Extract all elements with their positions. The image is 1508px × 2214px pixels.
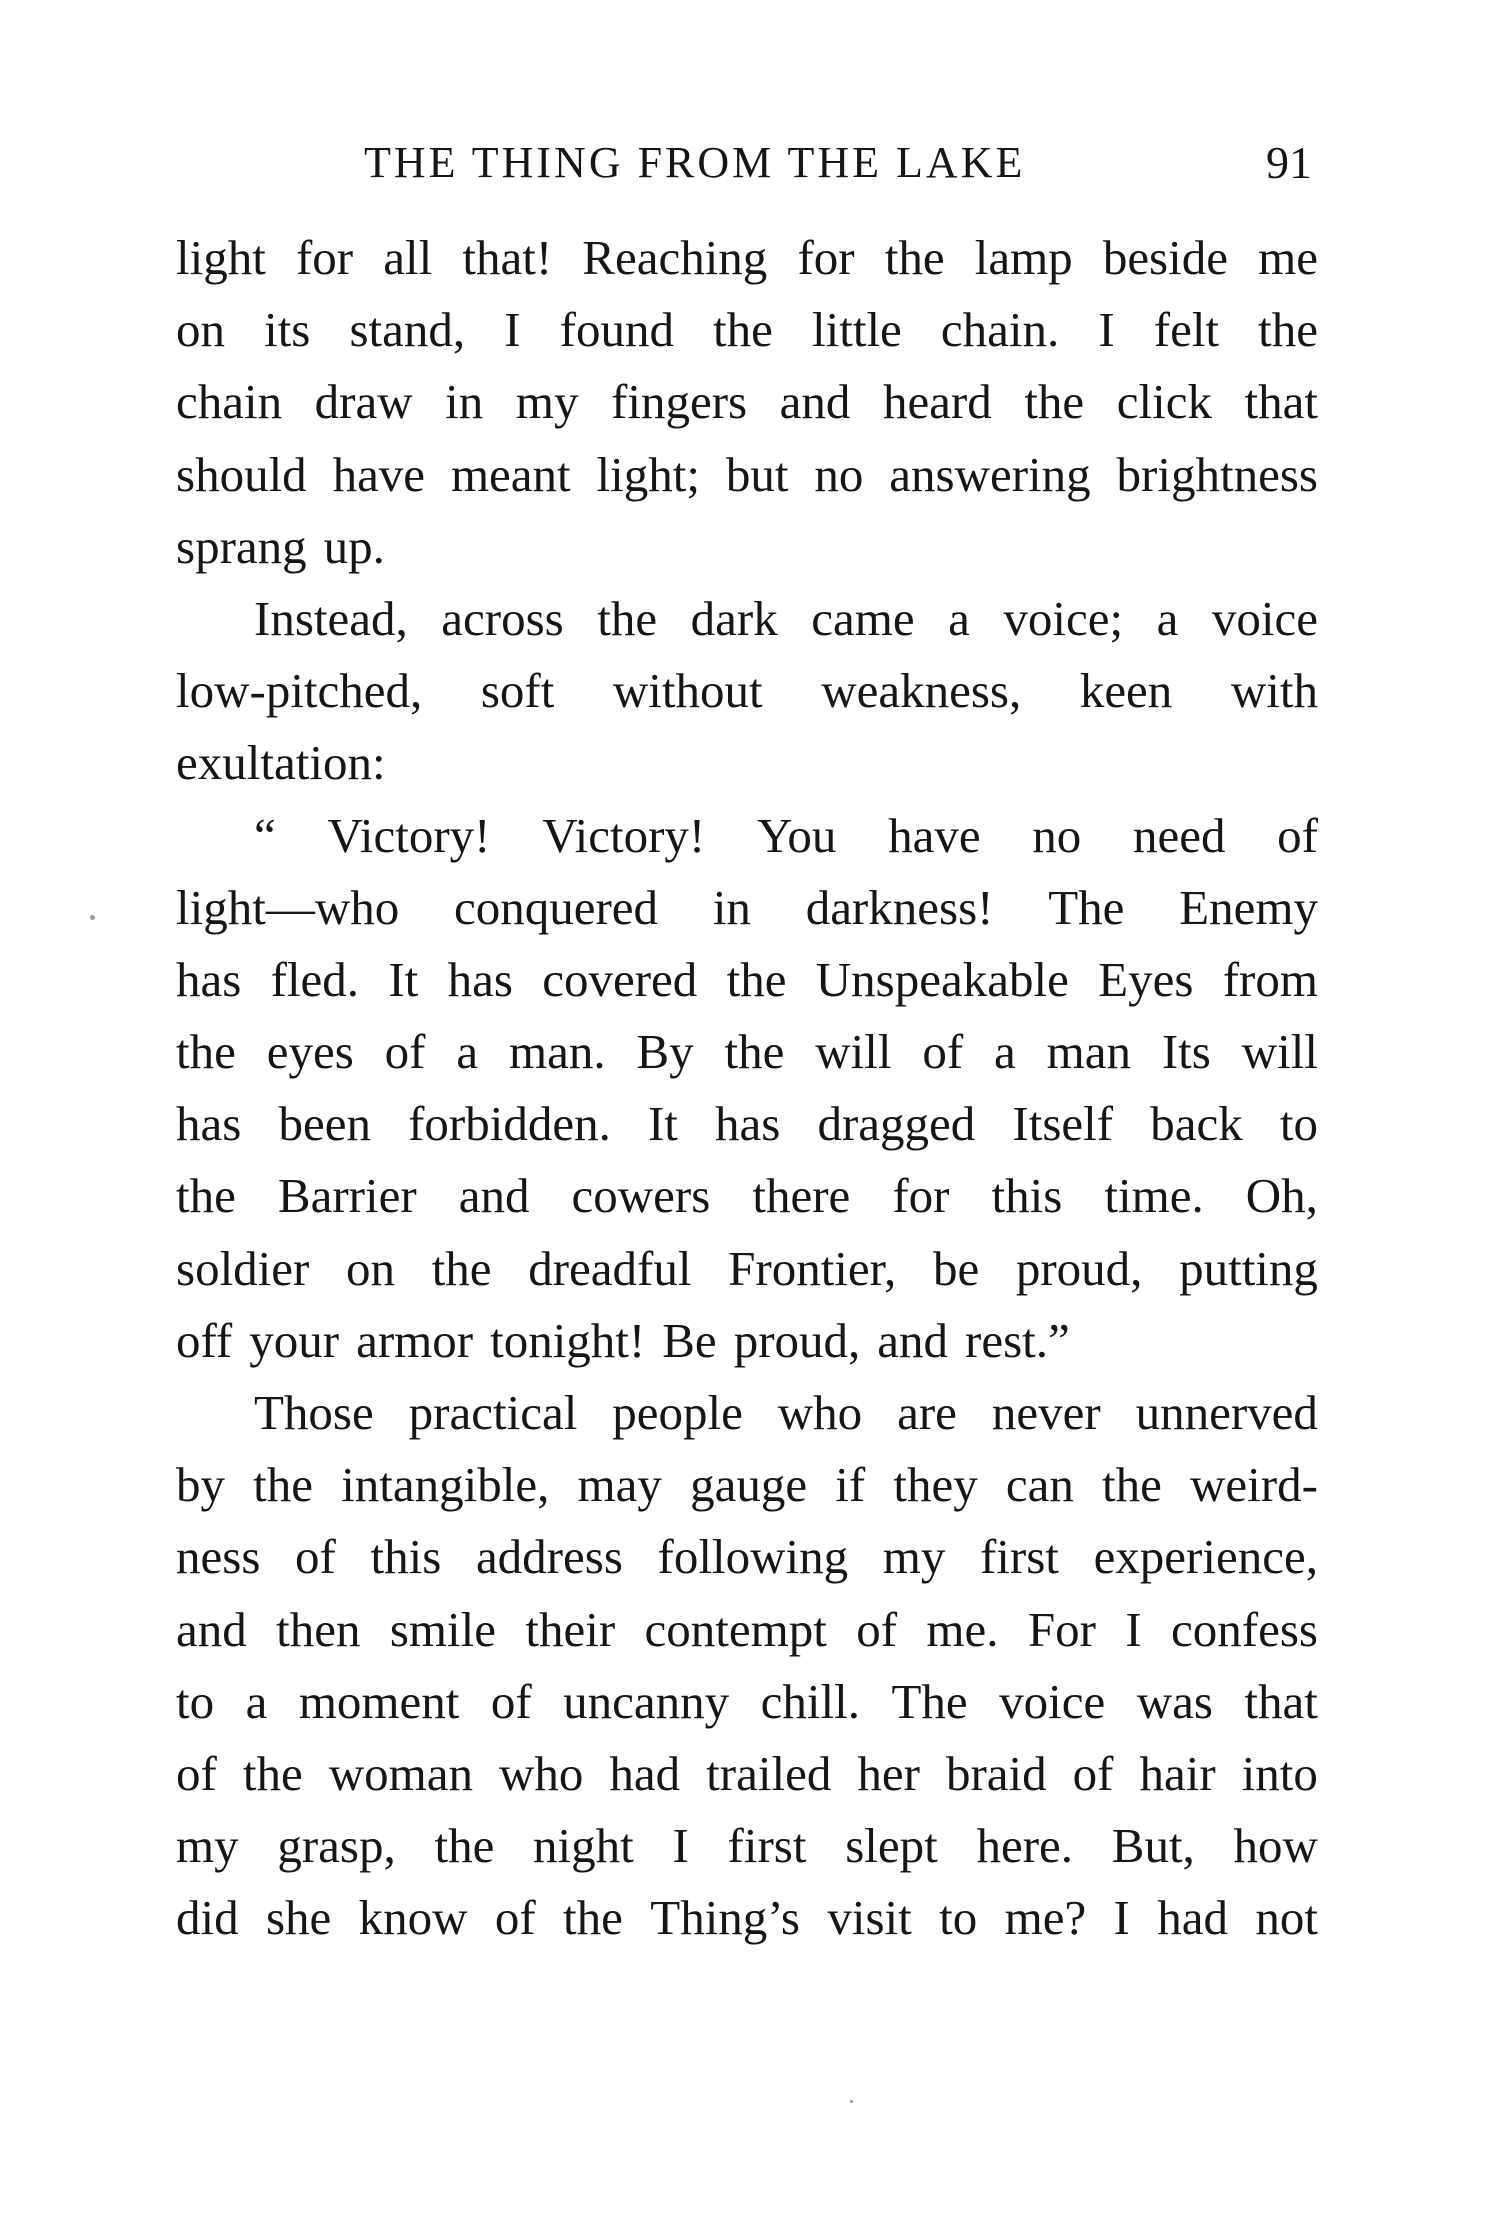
- text-line: off your armor tonight! Be proud, and rest.”: [176, 1312, 1070, 1368]
- running-head: [176, 128, 1316, 198]
- text-line: low-pitched, soft without weakness, keen with: [176, 663, 1318, 719]
- text-line: should have meant light; but no answering brightness: [176, 446, 1318, 502]
- text-line: did she know of the Thing’s visit to me? I had not: [176, 1890, 1318, 1946]
- text-line: the Barrier and cowers there for this time. Oh,: [176, 1168, 1318, 1224]
- running-head-title: THE THING FROM THE LAKE: [364, 138, 1026, 187]
- body-text: [176, 222, 1318, 1955]
- text-line: and then smile their contempt of me. For I confess: [176, 1601, 1318, 1657]
- text-line: light for all that! Reaching for the lamp beside me: [176, 230, 1318, 285]
- text-line: my grasp, the night I first slept here. But, how: [176, 1818, 1318, 1874]
- paper-speck: [90, 915, 95, 920]
- text-line: by the intangible, may gauge if they can the weird-: [176, 1457, 1318, 1513]
- text-line: light—who conquered in darkness! The Enemy: [176, 879, 1318, 935]
- text-line: on its stand, I found the little chain. I felt the: [176, 302, 1318, 358]
- text-line: has been forbidden. It has dragged Itself back to: [176, 1096, 1318, 1152]
- text-line: sprang up.: [176, 518, 385, 574]
- text-line: soldier on the dreadful Frontier, be proud, putting: [176, 1240, 1318, 1296]
- text-line: Those practical people who are never unnerved: [254, 1385, 1318, 1440]
- paper-speck: [850, 2100, 853, 2103]
- text-line: exultation:: [176, 735, 386, 791]
- page-number: 91: [1266, 137, 1312, 188]
- text-line: of the woman who had trailed her braid of hair into: [176, 1745, 1318, 1801]
- text-line: ness of this address following my first experience,: [176, 1529, 1318, 1585]
- text-line: the eyes of a man. By the will of a man Its will: [176, 1024, 1318, 1080]
- text-line: has fled. It has covered the Unspeakable Eyes from: [176, 951, 1318, 1007]
- text-line: “ Victory! Victory! You have no need of: [254, 807, 1318, 863]
- text-line: Instead, across the dark came a voice; a voice: [254, 590, 1318, 646]
- text-line: chain draw in my fingers and heard the click that: [176, 374, 1318, 430]
- text-line: to a moment of uncanny chill. The voice was that: [176, 1673, 1318, 1729]
